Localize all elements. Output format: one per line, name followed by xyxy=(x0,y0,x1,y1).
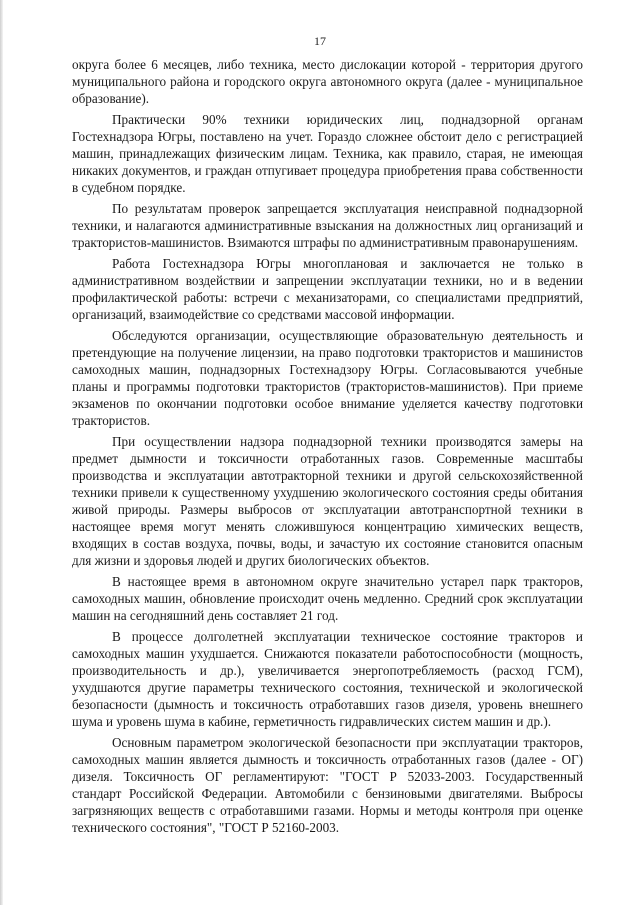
paragraph-4: Работа Гостехнадзора Югры многоплановая и заключается не только в административном воздействии и запрещении эксплуатации техники, но и в ведении профилактической работы: встречи с механизаторами, со специалистами предприятий, организаций, взаимодействие со средствами массовой информации. xyxy=(72,256,583,322)
paragraph-8: В процессе долголетней эксплуатации техническое состояние тракторов и самоходных машин ухудшается. Снижаются показатели работоспособности (мощность, производительность и др.), увеличивается энергопотребляемость (расход ГСМ), ухудшаются другие параметры технического состояния, технической и экологической безопасности (дымность и токсичность отработавших газов дизеля, уровень внешнего шума и уровень шума в кабине, герметичность гидравлических систем машин и др.). xyxy=(72,629,583,729)
paragraph-6: При осуществлении надзора поднадзорной техники производятся замеры на предмет дымности и токсичности отработанных газов. Современные масштабы производства и эксплуатации автотракторной техники и другой сельскохозяйственной техники привели к существенному ухудшению экологического состояния среды обитания живой природы. Размеры выбросов от эксплуатации автотранспортной техники в настоящее время могут менять сложившуюся концентрацию химических веществ, входящих в состав воздуха, почвы, воды, и зачастую их состояние становится опасным для жизни и здоровья людей и других биологических объектов. xyxy=(72,434,583,568)
paragraph-7: В настоящее время в автономном округе значительно устарел парк тракторов, самоходных машин, обновление происходит очень медленно. Средний срок эксплуатации машин на сегодняшний день составляет 21 год. xyxy=(72,574,583,623)
paragraph-2: Практически 90% техники юридических лиц, поднадзорной органам Гостехнадзора Югры, поставлено на учет. Гораздо сложнее обстоит дело с регистрацией машин, принадлежащих физическим лицам. Техника, как правило, старая, не имеющая никаких документов, и граждан отпугивает процедура приобретения права собственности в судебном порядке. xyxy=(72,112,583,195)
body-text xyxy=(72,56,583,840)
paragraph-9: Основным параметром экологической безопасности при эксплуатации тракторов, самоходных машин является дымность и токсичность отработанных газов (далее - ОГ) дизеля. Токсичность ОГ регламентируют: "ГОСТ Р 52033-2003. Государственный стандарт Российской Федерации. Автомобили с бензиновыми двигателями. Выбросы загрязняющих веществ с отработавшими газами. Нормы и методы контроля при оценке технического состояния", "ГОСТ Р 52160-2003. xyxy=(72,735,583,835)
paragraph-5: Обследуются организации, осуществляющие образовательную деятельность и претендующие на получение лицензии, на право подготовки трактористов и машинистов самоходных машин, поднадзорных Гостехнадзору Югры. Согласовываются учебные планы и программы подготовки трактористов (трактористов-машинистов). При приеме экзаменов по окончании подготовки особое внимание уделяется качеству подготовки трактористов. xyxy=(72,328,583,428)
paragraph-3: По результатам проверок запрещается эксплуатация неисправной поднадзорной техники, и налагаются административные взыскания на должностных лиц организаций и трактористов-машинистов. Взимаются штрафы по административным правонарушениям. xyxy=(72,201,583,250)
paragraph-1: округа более 6 месяцев, либо техника, место дислокации которой - территория другого муниципального района и городского округа автономного округа (далее - муниципальное образование). xyxy=(72,57,583,106)
page-number: 17 xyxy=(314,34,326,48)
scan-left-edge xyxy=(0,0,3,905)
